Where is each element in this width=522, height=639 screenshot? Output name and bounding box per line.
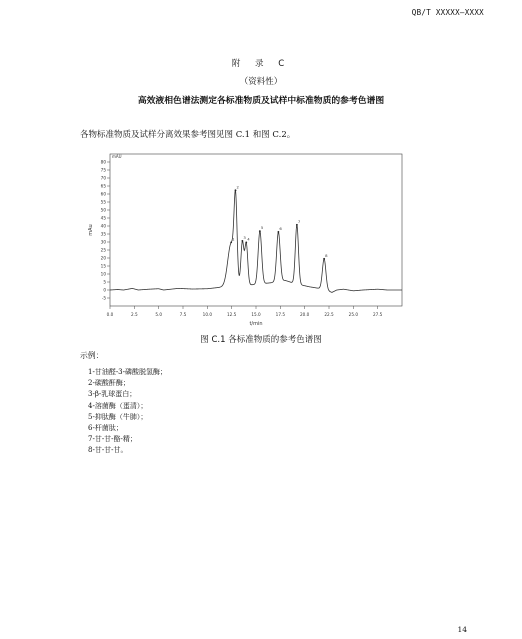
x-tick-label: 12.5 bbox=[227, 312, 237, 317]
example-title: 示例： bbox=[80, 351, 104, 360]
x-tick-label: 17.5 bbox=[275, 312, 285, 317]
y-tick-label: 45 bbox=[100, 215, 106, 221]
y-tick-label: -5 bbox=[101, 295, 106, 301]
x-tick-label: 27.5 bbox=[373, 312, 383, 317]
peak-1-apex bbox=[230, 241, 232, 243]
peak-6-label: 6 bbox=[279, 225, 282, 231]
example-list bbox=[88, 367, 167, 457]
peak-1-label: 1 bbox=[232, 236, 235, 242]
y-tick-label: 15 bbox=[100, 263, 106, 269]
y-tick-label: 30 bbox=[100, 239, 106, 245]
peak-7-label: 7 bbox=[297, 218, 301, 224]
standard-code: QB/T XXXXX—XXXX bbox=[411, 8, 484, 17]
peak-4-label: 4 bbox=[247, 236, 250, 242]
x-axis-label: t/min bbox=[249, 321, 263, 326]
example-item: 8-甘-甘-甘。 bbox=[88, 446, 128, 455]
chromatogram-trace bbox=[110, 190, 402, 293]
appendix-title: 附 录 C bbox=[231, 59, 291, 69]
y-tick-label: 75 bbox=[100, 167, 106, 173]
y-tick-label: 65 bbox=[100, 183, 106, 189]
y-tick-label: 70 bbox=[100, 175, 106, 181]
peak-5-apex bbox=[259, 230, 261, 232]
y-tick-label: 5 bbox=[103, 279, 106, 285]
example-item: 5-抑肽酶（牛肺）； bbox=[88, 412, 148, 421]
x-tick-label: 20.0 bbox=[300, 312, 310, 317]
example-item: 6-杆菌肽； bbox=[88, 424, 123, 433]
example-item: 1-甘油醛-3-磷酸脱氢酶； bbox=[88, 368, 168, 376]
example-item: 4-溶菌酶（蛋清）； bbox=[88, 401, 148, 410]
plot-frame bbox=[110, 154, 402, 306]
figure-caption: 图 C.1 各标准物质的参考色谱图 bbox=[200, 335, 322, 345]
example-item: 7-甘-甘-酪-精； bbox=[88, 435, 137, 444]
peak-3-label: 3 bbox=[243, 234, 246, 240]
x-tick-label: 2.5 bbox=[130, 312, 138, 317]
y-tick-label: 60 bbox=[100, 191, 106, 197]
peak-2-apex bbox=[235, 189, 237, 191]
y-tick-label: 25 bbox=[100, 247, 106, 253]
intro-paragraph: 各物标准物质及试样分离效果参考图见图 C.1 和图 C.2。 bbox=[80, 130, 296, 140]
x-tick-label: 22.5 bbox=[324, 312, 334, 317]
y-tick-label: 0 bbox=[103, 287, 106, 293]
x-tick-label: 0.0 bbox=[106, 312, 114, 317]
x-tick-label: 7.5 bbox=[179, 312, 187, 317]
page-number: 14 bbox=[457, 625, 467, 634]
y-tick-label: 55 bbox=[100, 199, 106, 205]
y-tick-label: 10 bbox=[100, 271, 106, 277]
y-axis-label: mAu bbox=[88, 224, 94, 236]
peak-2-label: 2 bbox=[236, 184, 239, 190]
x-tick-label: 25.0 bbox=[348, 312, 358, 317]
peak-3-apex bbox=[241, 240, 243, 242]
y-tick-label: 80 bbox=[100, 159, 106, 165]
peak-8-label: 8 bbox=[325, 252, 328, 258]
example-item: 3-β-乳球蛋白； bbox=[88, 390, 137, 399]
peak-7-apex bbox=[296, 224, 298, 226]
peak-4-apex bbox=[245, 241, 247, 243]
appendix-subtitle: （资料性） bbox=[239, 77, 283, 87]
y-tick-label: 50 bbox=[100, 207, 106, 213]
example-item: 2-碳酸酐酶； bbox=[88, 379, 130, 388]
y-tick-label: 20 bbox=[100, 255, 106, 261]
y-tick-label: 35 bbox=[100, 231, 106, 237]
x-tick-label: 5.0 bbox=[155, 312, 163, 317]
peak-6-apex bbox=[277, 231, 279, 233]
peak-8-apex bbox=[323, 258, 325, 260]
top-tick-label: mAU bbox=[112, 154, 122, 159]
appendix-heading: 高效液相色谱法测定各标准物质及试样中标准物质的参考色谱图 bbox=[137, 96, 385, 106]
chart-curve-layer bbox=[110, 190, 402, 293]
x-tick-label: 10.0 bbox=[202, 312, 212, 317]
chart-axes bbox=[88, 154, 402, 326]
peak-5-label: 5 bbox=[260, 225, 264, 231]
x-tick-label: 15.0 bbox=[251, 312, 261, 317]
chromatogram-chart bbox=[86, 146, 426, 326]
y-tick-label: 40 bbox=[100, 223, 106, 229]
